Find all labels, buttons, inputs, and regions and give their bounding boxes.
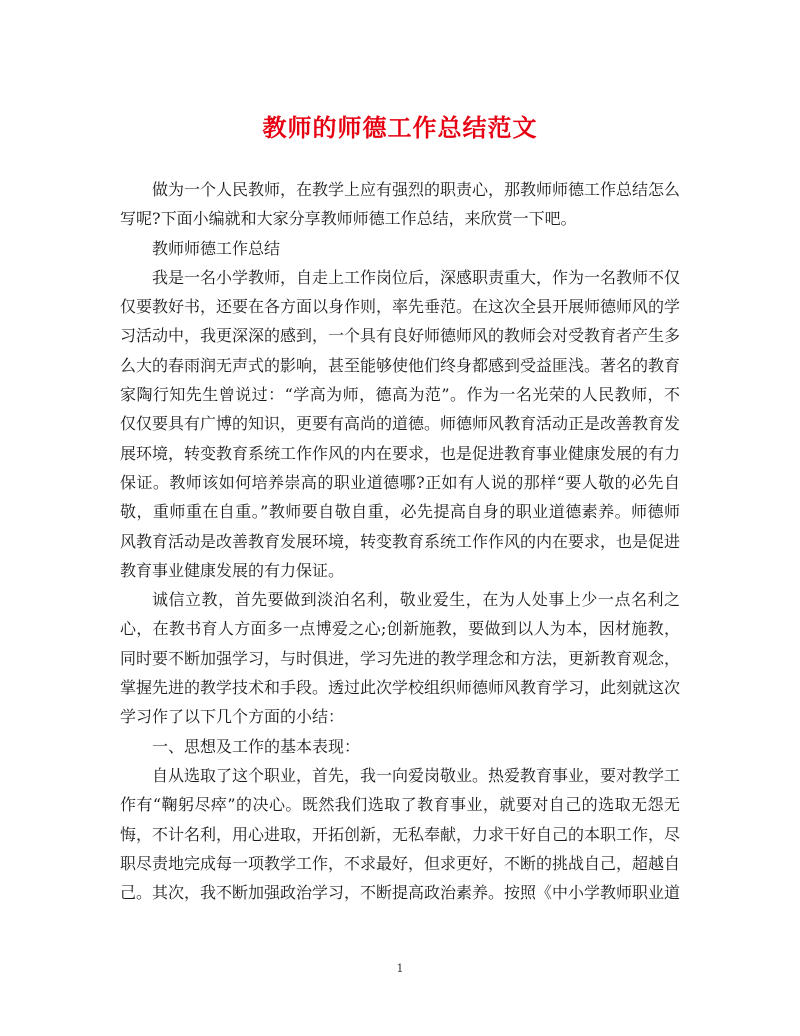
subsection-heading: 一、思想及工作的基本表现： bbox=[152, 736, 361, 756]
document-body bbox=[120, 175, 680, 907]
page-number: 1 bbox=[396, 962, 404, 975]
paragraph-3: 自从选取了这个职业，首先，我一向爱岗敬业。热爱教育事业，要对教学工作有“鞠躬尽瘁”的决心。既然我们选取了教育事业，就要对自己的选取无怨无悔，不计名利，用心进取，开拓创新，无私奉献，力求干好自己的本职工作，尽职尽责地完成每一项教学工作，不求最好，但求更好，不断的挑战自己，超越自己。其次，我不断加强政治学习，不断提高政治素养。按照《中小学教师职业道 bbox=[120, 765, 681, 903]
document-title: 教师的师德工作总结范文 bbox=[262, 113, 538, 142]
paragraph-2: 诚信立教，首先要做到淡泊名利，敬业爱生，在为人处事上少一点名利之心，在教书育人方面多一点博爱之心;创新施教，要做到以人为本，因材施教，同时要不断加强学习，与时俱进，学习先进的教学理念和方法，更新教育观念，掌握先进的教学技术和手段。透过此次学校组织师德师风教育学习，此刻就这次学习作了以下几个方面的小结： bbox=[120, 590, 681, 727]
paragraph-intro: 做为一个人民教师，在教学上应有强烈的职责心，那教师师德工作总结怎么写呢?下面小编就和大家分享教师师德工作总结，来欣赏一下吧。 bbox=[120, 180, 681, 229]
section-heading: 教师师德工作总结 bbox=[152, 238, 281, 258]
paragraph-1: 我是一名小学教师，自走上工作岗位后，深感职责重大，作为一名教师不仅仅要教好书，还要在各方面以身作则，率先垂范。在这次全县开展师德师风的学习活动中，我更深深的感到，一个具有良好师德师风的教师会对受教育者产生多么大的春雨润无声式的影响，甚至能够使他们终身都感到受益匪浅。著名的教育家陶行知先生曾说过：“学高为师，德高为范”。作为一名光荣的人民教师，不仅仅要具有广博的知识，更要有高尚的道德。师德师风教育活动正是改善教育发展环境，转变教育系统工作作风的内在要求，也是促进教育事业健康发展的有力保证。教师该如何培养崇高的职业道德哪?正如有人说的那样“要人敬的必先自敬，重师重在自重。”教师要自敬自重，必先提高自身的职业道德素养。师德师风教育活动是改善教育发展环境，转变教育系统工作作风的内在要求，也是促进教育事业健康发展的有力保证。 bbox=[120, 267, 681, 580]
